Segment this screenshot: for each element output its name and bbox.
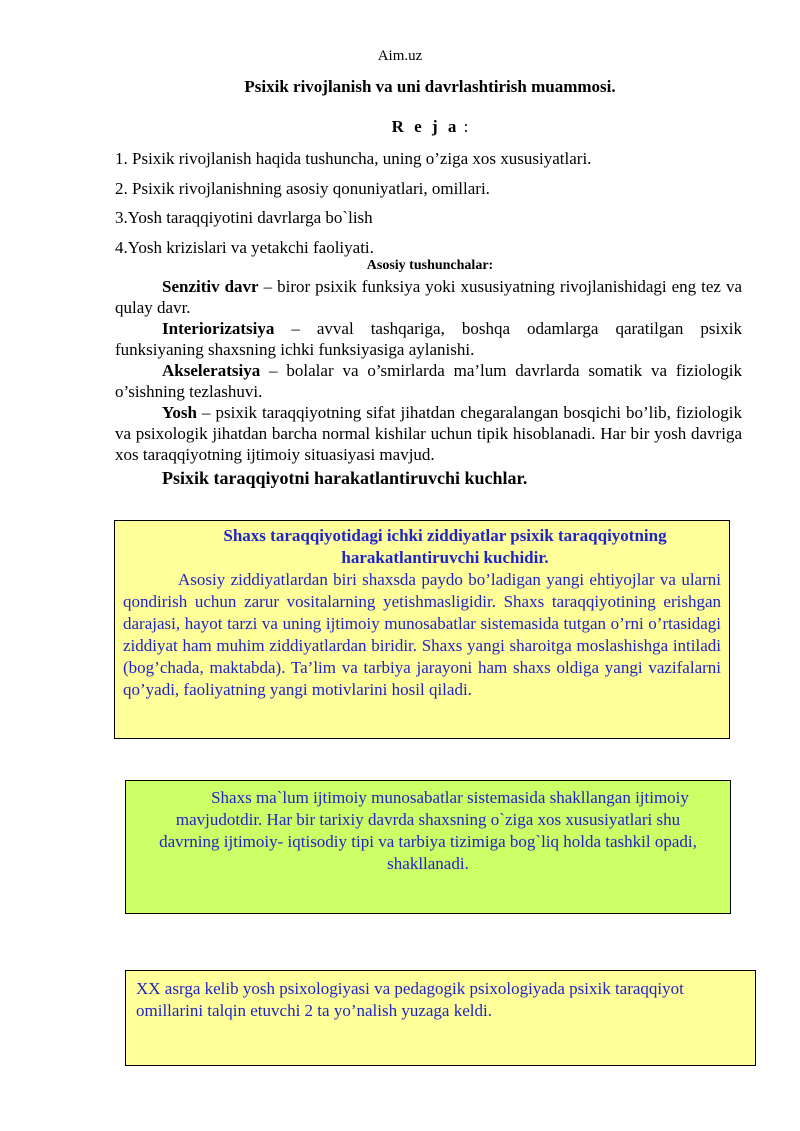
callout-box-internal-contradictions [114, 520, 730, 739]
definition-term: Yosh [162, 403, 197, 422]
concepts-heading: Asosiy tushunchalar: [366, 258, 494, 273]
plan-item: 2. Psixik rivojlanishning asosiy qonuniyatlari, omillari. [115, 178, 490, 198]
plan-heading-colon: : [463, 117, 469, 136]
callout-box-body: Shaxs ma`lum ijtimoiy munosabatlar sistemasida shakllangan ijtimoiy mavjudotdir. Har bir tarixiy davrda shaxsning o`ziga xos xususiyatlari shu davrning ijtimoiy- iqtisodiy tipi va tarbiya tizimiga bog`liq holda tashkil opadi, shakllanadi. [159, 788, 697, 873]
plan-item: 3.Yosh taraqqiyotini davrlarga bo`lish [115, 208, 373, 227]
callout-box-xx-century [125, 970, 756, 1066]
plan-heading-label: R e j a [391, 117, 460, 136]
callout-box-social-being [125, 780, 731, 914]
definition-term: Senzitiv davr [162, 277, 259, 296]
definition-term: Interiorizatsiya [162, 319, 275, 338]
definition-senzitiv [115, 276, 742, 318]
definition-term: Akseleratsiya [162, 361, 261, 380]
plan-heading [0, 117, 800, 137]
definition-text: – avval tashqariga, boshqa odamlarga qaratilgan psixik funksiyaning shaxsning ichki funksiyasiga aylanishi. [115, 319, 742, 359]
plan-item: 1. Psixik rivojlanish haqida tushuncha, uning o’ziga xos xususiyatlari. [115, 149, 592, 168]
document-title: Psixik rivojlanish va uni davrlashtirish muammosi. [244, 77, 616, 96]
plan-item: 4.Yosh krizislari va yetakchi faoliyati. [115, 237, 374, 257]
definition-text: – psixik taraqqiyotning sifat jihatdan chegaralangan bosqichi bo’lib, fiziologik va psixologik jihatdan barcha normal kishilar uchun tipik hisoblanadi. Har bir yosh davriga xos taraqqiyotning ijtimoiy situasiyasi mavjud. [115, 403, 742, 464]
definition-text: – bolalar va o’smirlarda ma’lum davrlarda somatik va fiziologik o’sishning tezlashuvi. [115, 361, 742, 401]
driving-forces-heading: Psixik taraqqiyotni harakatlantiruvchi kuchlar. [162, 468, 528, 488]
definition-yosh [115, 402, 742, 465]
definition-akseleratsiya [115, 360, 742, 402]
definition-text: – biror psixik funksiya yoki xususiyatning rivojlanishidagi eng tez va qulay davr. [115, 277, 743, 317]
plan-list [115, 147, 755, 265]
site-header: Aim.uz [377, 48, 423, 64]
definition-interiorizatsiya [115, 318, 742, 360]
callout-box-body: Asosiy ziddiyatlardan biri shaxsda paydo bo’ladigan yangi ehtiyojlar va ularni qondirish uchun zarur vositalarning yetishmasligidir. Shaxs taraqqiyotining erishgan darajasi, hayot tarzi va uning ijtimoiy munosabatlar sistemasida tutgan o’rni o’rtasidagi ziddiyat ham muhim ziddiyatlardan biridir. Shaxs yangi sharoitga moslashishga intiladi (bog’chada, maktabda). Ta’lim va tarbiya jarayoni ham shaxs oldiga yangi vazifalarni qo’yadi, faoliyatning yangi motivlarini hosil qiladi. [123, 570, 721, 699]
callout-box-body: XX asrga kelib yosh psixologiyasi va pedagogik psixologiyada psixik taraqqiyot omillarini talqin etuvchi 2 ta yo’nalish yuzaga keldi. [136, 979, 684, 1020]
callout-box-title: Shaxs taraqqiyotidagi ichki ziddiyatlar psixik taraqqiyotning harakatlantiruvchi kuchidir. [223, 526, 667, 567]
definitions-section [115, 276, 742, 489]
